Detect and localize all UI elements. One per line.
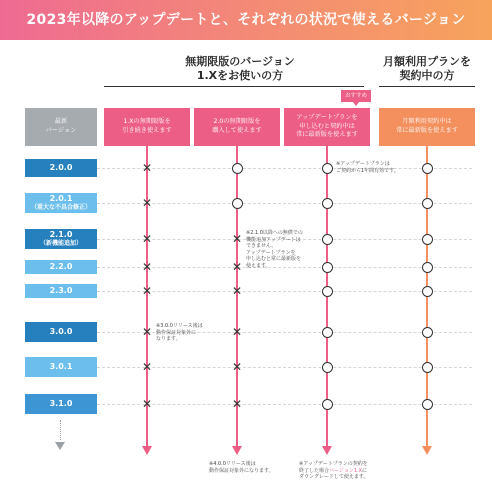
column-update-plan-label: アップデートプランを 申し込むと契約中は 常に最新版を使えます bbox=[296, 114, 358, 139]
circle-icon bbox=[232, 163, 243, 174]
column-1x-arrow bbox=[142, 446, 152, 455]
row-guide-line bbox=[97, 404, 472, 405]
column-monthly-arrow bbox=[422, 446, 432, 455]
header-subscription-line2: 契約中の方 bbox=[399, 69, 455, 82]
row-guide-line bbox=[97, 291, 472, 292]
circle-icon bbox=[322, 286, 333, 297]
version-number: 2.3.0 bbox=[49, 286, 73, 295]
note-v21: ※2.1.0以降への無償での 機能追加アップデートは できません。 アップデートプランを 申し込むと常に最新版を 使えます。 bbox=[246, 230, 303, 269]
cross-icon: ✕ bbox=[231, 232, 243, 246]
circle-icon bbox=[322, 399, 333, 410]
version-number: 2.2.0 bbox=[49, 262, 73, 271]
row-guide-line bbox=[97, 203, 472, 204]
cross-icon: ✕ bbox=[231, 325, 243, 339]
header-perpetual-line1: 無期限版のバージョン bbox=[185, 55, 295, 68]
version-number: 3.1.0 bbox=[49, 399, 73, 408]
version-number: 2.0.1 bbox=[49, 194, 73, 203]
cross-icon: ✕ bbox=[231, 284, 243, 298]
note-v30: ※3.0.0リリース後は 動作保証対象外に なります。 bbox=[156, 323, 203, 343]
circle-icon bbox=[422, 234, 433, 245]
page-title: 2023年以降のアップデートと、それぞれの状況で使えるバージョン bbox=[26, 12, 466, 28]
version-box bbox=[25, 229, 97, 249]
note-plan-end-highlight: バージョン1.X bbox=[329, 467, 363, 474]
version-number: 2.0.0 bbox=[49, 163, 73, 172]
cross-icon: ✕ bbox=[231, 360, 243, 374]
circle-icon bbox=[322, 198, 333, 209]
row-guide-line bbox=[97, 367, 472, 368]
note-update-plan: ※アップデートプランは ご契約から1年間有効です。 bbox=[336, 161, 399, 174]
circle-icon bbox=[322, 163, 333, 174]
cross-icon: ✕ bbox=[231, 260, 243, 274]
circle-icon bbox=[322, 327, 333, 338]
cross-icon: ✕ bbox=[141, 161, 153, 175]
version-subtitle: （重大な不具合修正） bbox=[30, 204, 91, 211]
row-guide-line bbox=[97, 332, 472, 333]
cross-icon: ✕ bbox=[141, 232, 153, 246]
version-number: 3.0.1 bbox=[49, 362, 73, 371]
column-perpetual-20-label: 2.0の無期限版を 購入して使えます bbox=[212, 118, 262, 134]
circle-icon bbox=[422, 286, 433, 297]
circle-icon bbox=[422, 327, 433, 338]
version-number: 2.1.0 bbox=[49, 230, 73, 239]
header-perpetual-line2: 1.Xをお使いの方 bbox=[196, 69, 284, 82]
version-box bbox=[25, 159, 97, 177]
column-perpetual-20 bbox=[194, 108, 280, 146]
header-perpetual bbox=[175, 55, 305, 83]
version-box bbox=[25, 284, 97, 298]
title-banner bbox=[0, 0, 492, 40]
cross-icon: ✕ bbox=[141, 360, 153, 374]
circle-icon bbox=[422, 262, 433, 273]
version-number: 3.0.0 bbox=[49, 327, 73, 336]
header-subscription-line bbox=[379, 86, 475, 87]
column-monthly-plan-label: 月額利用契約中は 常に最新版を使えます bbox=[396, 118, 458, 134]
recommended-badge: おすすめ bbox=[341, 90, 371, 102]
circle-icon bbox=[422, 362, 433, 373]
cross-icon: ✕ bbox=[141, 397, 153, 411]
column-perpetual-1x bbox=[104, 108, 190, 146]
column-20-arrow bbox=[232, 446, 242, 455]
cross-icon: ✕ bbox=[141, 325, 153, 339]
version-continuation-dots bbox=[60, 420, 62, 440]
column-update-plan bbox=[284, 108, 370, 146]
version-continuation-arrow bbox=[55, 442, 65, 450]
note-plan-end-suffix: に ダウングレードして使えます。 bbox=[299, 467, 369, 481]
header-subscription-line1: 月額利用プランを bbox=[383, 55, 471, 68]
cross-icon: ✕ bbox=[141, 284, 153, 298]
column-monthly-plan bbox=[379, 108, 475, 146]
note-v40: ※4.0.0リリース後は 動作保証対象外になります。 bbox=[209, 461, 274, 474]
circle-icon bbox=[422, 399, 433, 410]
version-subtitle: （新機能追加） bbox=[39, 240, 82, 247]
circle-icon bbox=[422, 198, 433, 209]
column-latest-version bbox=[25, 108, 97, 146]
cross-icon: ✕ bbox=[141, 260, 153, 274]
cross-icon: ✕ bbox=[231, 397, 243, 411]
circle-icon bbox=[232, 198, 243, 209]
version-box bbox=[25, 357, 97, 377]
cross-icon: ✕ bbox=[141, 196, 153, 210]
version-box bbox=[25, 193, 97, 213]
version-box bbox=[25, 394, 97, 414]
note-plan-end-prefix: ※アップデートプランの契約を 終了した場合 bbox=[299, 461, 368, 474]
header-subscription bbox=[379, 55, 475, 83]
column-perpetual-1x-label: 1.Xの無期限版を 引き続き使えます bbox=[122, 118, 172, 134]
circle-icon bbox=[322, 362, 333, 373]
note-plan-end bbox=[299, 461, 399, 481]
version-box bbox=[25, 260, 97, 274]
column-latest-version-label: 最新 バージョン bbox=[45, 118, 77, 134]
version-box bbox=[25, 322, 97, 342]
header-perpetual-line bbox=[104, 86, 364, 87]
column-update-arrow bbox=[322, 446, 332, 455]
